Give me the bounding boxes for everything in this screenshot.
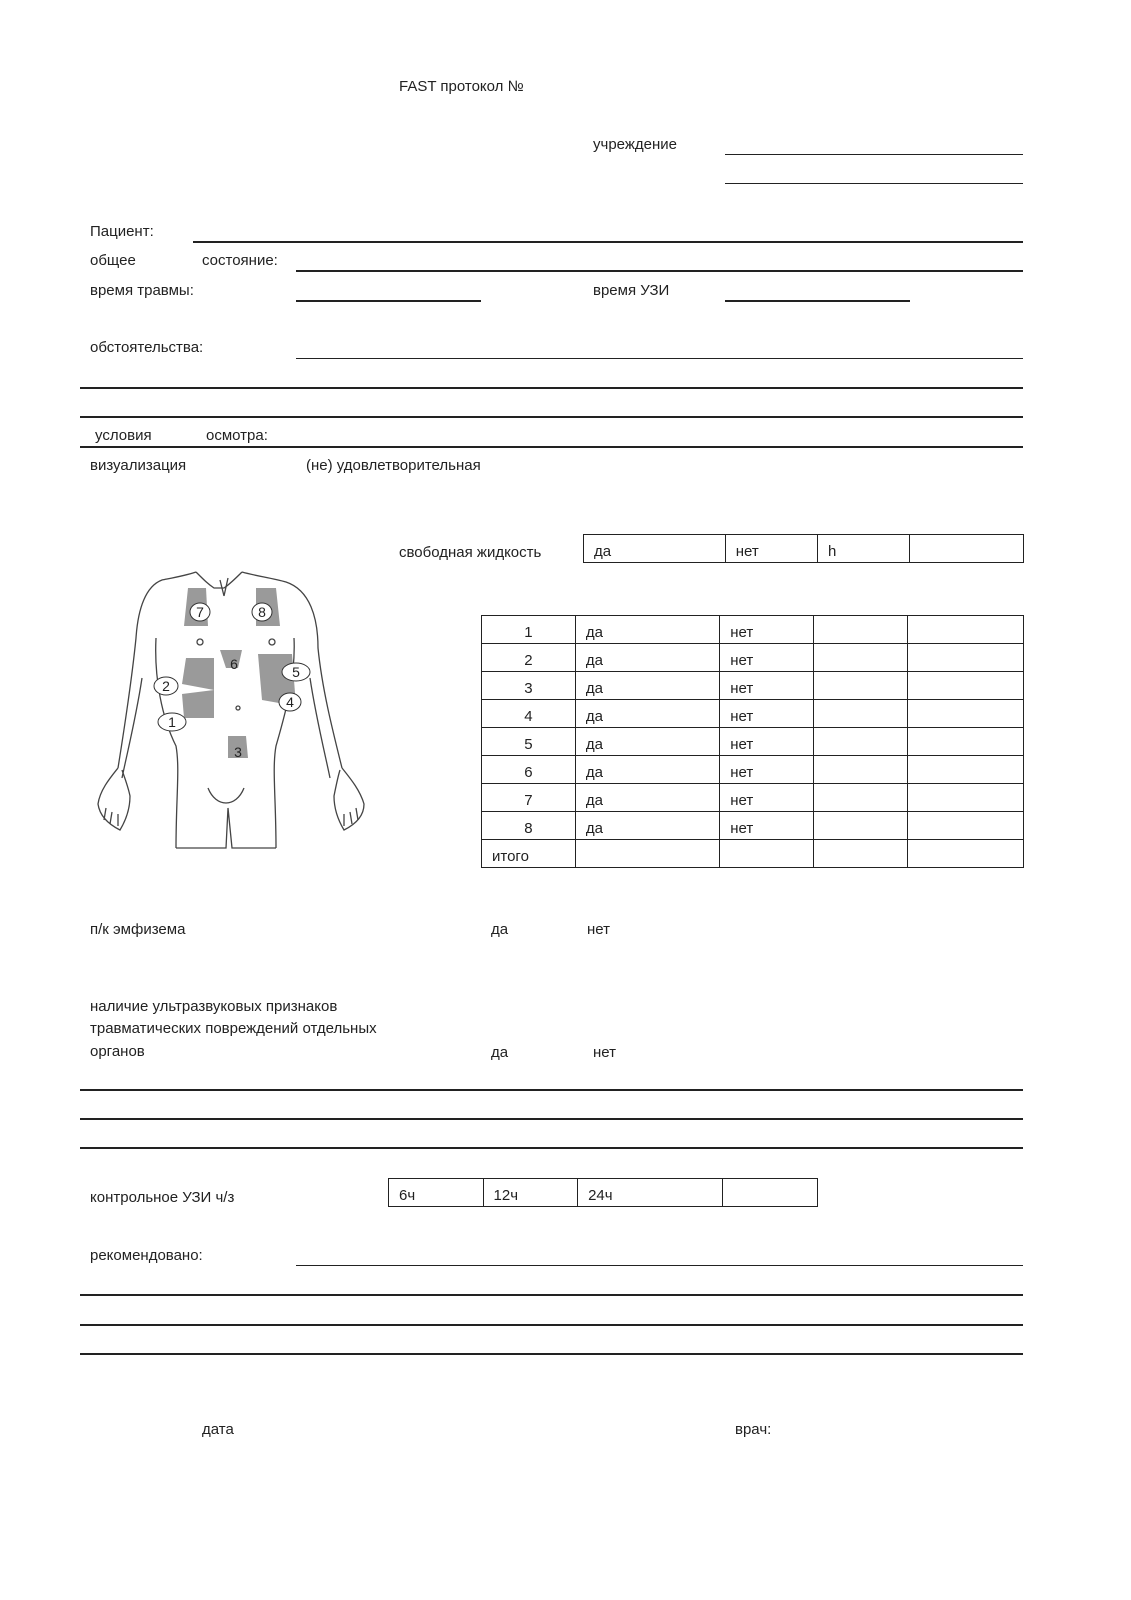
zone-marker-3: 3: [234, 744, 242, 760]
control-12h[interactable]: 12ч: [483, 1179, 578, 1207]
zone-marker-4: 4: [286, 694, 294, 710]
organ-signs-no[interactable]: нет: [593, 1044, 616, 1061]
table-row: [584, 535, 1024, 563]
control-us-label: контрольное УЗИ ч/з: [90, 1189, 235, 1206]
institution-field-line-2[interactable]: [725, 183, 1023, 184]
emphysema-yes[interactable]: да: [491, 921, 509, 938]
circumstances-field-line-2[interactable]: [80, 387, 1023, 389]
zone-value-cell[interactable]: [814, 784, 908, 812]
zone-marker-2: 2: [162, 678, 170, 694]
zone-no-cell[interactable]: нет: [720, 756, 814, 784]
table-row: [482, 756, 1024, 784]
organ-signs-yes[interactable]: да: [491, 1044, 509, 1061]
conditions-field-line[interactable]: [80, 446, 1023, 448]
organ-notes-line-1[interactable]: [80, 1089, 1023, 1091]
recommended-line-4[interactable]: [80, 1353, 1023, 1355]
total-cell[interactable]: [814, 840, 908, 868]
us-time-label: время УЗИ: [593, 282, 670, 299]
zone-no-cell[interactable]: нет: [720, 644, 814, 672]
zone-value-cell[interactable]: [814, 616, 908, 644]
institution-field-line-1[interactable]: [725, 154, 1023, 155]
free-fluid-label: свободная жидкость: [399, 544, 542, 561]
zone-number: 7: [482, 784, 576, 812]
zone-value-cell[interactable]: [814, 700, 908, 728]
visualization-label: визуализация: [90, 457, 187, 474]
general-state-field-line[interactable]: [296, 270, 1023, 272]
zone-number: 8: [482, 812, 576, 840]
conditions-label-a: условия: [95, 427, 152, 444]
recommended-line-2[interactable]: [80, 1294, 1023, 1296]
free-fluid-table: [583, 534, 1024, 563]
organ-signs-line-2: травматических повреждений отдельных: [90, 1020, 377, 1037]
table-row: [482, 728, 1024, 756]
zone-yes-cell[interactable]: да: [575, 784, 719, 812]
injury-time-field-line[interactable]: [296, 300, 481, 302]
zone-marker-5: 5: [292, 664, 300, 680]
organ-notes-line-2[interactable]: [80, 1118, 1023, 1120]
recommended-line-3[interactable]: [80, 1324, 1023, 1326]
zone-no-cell[interactable]: нет: [720, 700, 814, 728]
zone-no-cell[interactable]: нет: [720, 784, 814, 812]
table-row: [482, 812, 1024, 840]
table-row-total: [482, 840, 1024, 868]
zone-yes-cell[interactable]: да: [575, 616, 719, 644]
control-other[interactable]: [723, 1179, 818, 1207]
emphysema-label: п/к эмфизема: [90, 921, 186, 938]
zone-extra-cell[interactable]: [907, 616, 1023, 644]
zones-table: [481, 615, 1024, 868]
free-fluid-no[interactable]: нет: [725, 535, 817, 563]
total-cell[interactable]: [575, 840, 719, 868]
zone-number: 4: [482, 700, 576, 728]
zone-yes-cell[interactable]: да: [575, 700, 719, 728]
emphysema-no[interactable]: нет: [587, 921, 610, 938]
zone-marker-1: 1: [168, 714, 176, 730]
zone-extra-cell[interactable]: [907, 756, 1023, 784]
control-24h[interactable]: 24ч: [578, 1179, 723, 1207]
zone-marker-7: 7: [196, 604, 204, 620]
zone-no-cell[interactable]: нет: [720, 728, 814, 756]
table-row: [389, 1179, 818, 1207]
free-fluid-h: h: [818, 535, 910, 563]
zone-no-cell[interactable]: нет: [720, 812, 814, 840]
table-row: [482, 616, 1024, 644]
zone-extra-cell[interactable]: [907, 644, 1023, 672]
recommended-line-1[interactable]: [296, 1265, 1023, 1266]
control-6h[interactable]: 6ч: [389, 1179, 484, 1207]
zone-extra-cell[interactable]: [907, 700, 1023, 728]
doctor-label: врач:: [735, 1421, 772, 1438]
us-time-field-line[interactable]: [725, 300, 910, 302]
table-row: [482, 784, 1024, 812]
organ-signs-line-3: органов: [90, 1043, 145, 1060]
patient-label: Пациент:: [90, 223, 154, 240]
date-label: дата: [202, 1421, 234, 1438]
zone-yes-cell[interactable]: да: [575, 812, 719, 840]
zone-no-cell[interactable]: нет: [720, 616, 814, 644]
zone-yes-cell[interactable]: да: [575, 728, 719, 756]
zone-extra-cell[interactable]: [907, 784, 1023, 812]
zone-value-cell[interactable]: [814, 672, 908, 700]
zone-extra-cell[interactable]: [907, 812, 1023, 840]
circumstances-field-line-1[interactable]: [296, 358, 1023, 359]
zone-number: 6: [482, 756, 576, 784]
zone-yes-cell[interactable]: да: [575, 672, 719, 700]
recommended-label: рекомендовано:: [90, 1247, 203, 1264]
body-outline: [98, 572, 364, 848]
zone-value-cell[interactable]: [814, 756, 908, 784]
total-cell[interactable]: [720, 840, 814, 868]
zone-marker-8: 8: [258, 604, 266, 620]
patient-field-line[interactable]: [193, 241, 1023, 243]
zone-marker-6: 6: [230, 656, 238, 672]
fast-region: [182, 658, 214, 690]
form-title: FAST протокол №: [399, 78, 524, 95]
body-diagram: [96, 568, 376, 852]
visualization-value: (не) удовлетворительная: [306, 457, 481, 474]
total-label: итого: [482, 840, 576, 868]
zone-extra-cell[interactable]: [907, 672, 1023, 700]
organ-notes-line-3[interactable]: [80, 1147, 1023, 1149]
table-row: [482, 644, 1024, 672]
zone-extra-cell[interactable]: [907, 728, 1023, 756]
free-fluid-h-value[interactable]: [910, 535, 1024, 563]
organ-signs-line-1: наличие ультразвуковых признаков: [90, 998, 338, 1015]
zone-yes-cell[interactable]: да: [575, 756, 719, 784]
zone-value-cell[interactable]: [814, 728, 908, 756]
table-row: [482, 672, 1024, 700]
circumstances-field-line-3[interactable]: [80, 416, 1023, 418]
zone-number: 1: [482, 616, 576, 644]
zone-no-cell[interactable]: нет: [720, 672, 814, 700]
zone-value-cell[interactable]: [814, 644, 908, 672]
general-state-label-a: общее: [90, 252, 136, 269]
zone-value-cell[interactable]: [814, 812, 908, 840]
free-fluid-yes[interactable]: да: [584, 535, 726, 563]
fast-region: [182, 690, 214, 718]
institution-label: учреждение: [593, 136, 677, 153]
conditions-label-b: осмотра:: [206, 427, 268, 444]
zone-number: 5: [482, 728, 576, 756]
general-state-label-b: состояние:: [202, 252, 278, 269]
injury-time-label: время травмы:: [90, 282, 194, 299]
zone-number: 2: [482, 644, 576, 672]
circumstances-label: обстоятельства:: [90, 339, 204, 356]
total-cell[interactable]: [907, 840, 1023, 868]
zone-number: 3: [482, 672, 576, 700]
control-us-table: [388, 1178, 818, 1207]
zone-yes-cell[interactable]: да: [575, 644, 719, 672]
table-row: [482, 700, 1024, 728]
